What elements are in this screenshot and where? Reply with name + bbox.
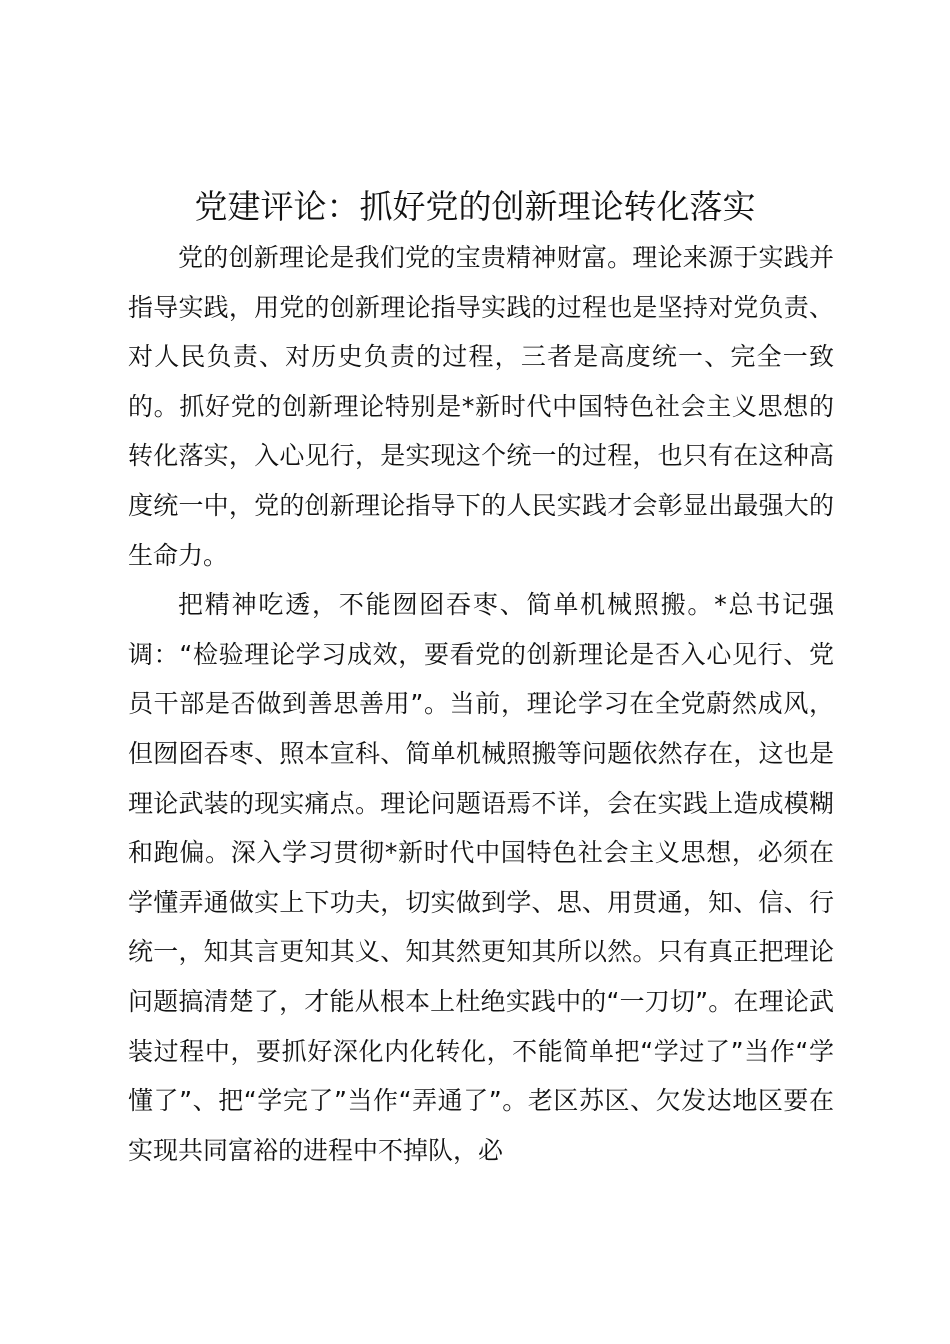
document-title: 党建评论：抓好党的创新理论转化落实 <box>194 187 756 226</box>
paragraph-1: 党的创新理论是我们党的宝贵精神财富。理论来源于实践并指导实践，用党的创新理论指导实践的过程也是坚持对党负责、对人民负责、对历史负责的过程，三者是高度统一、完全一致的。抓好党的创新理论特别是*新时代中国特色社会主义思想的转化落实，入心见行，是实现这个统一的过程，也只有在这种高度统一中，党的创新理论指导下的人民实践才会彰显出最强大的生命力。 <box>128 243 834 570</box>
paragraph-2: 把精神吃透，不能囫囵吞枣、简单机械照搬。*总书记强调：“检验理论学习成效，要看党的创新理论是否入心见行、党员干部是否做到善思善用”。当前，理论学习在全党蔚然成风，但囫囵吞枣、照本宣科、简单机械照搬等问题依然存在，这也是理论武装的现实痛点。理论问题语焉不详，会在实践上造成模糊和跑偏。深入学习贯彻*新时代中国特色社会主义思想，必须在学懂弄通做实上下功夫，切实做到学、思、用贯通，知、信、行统一，知其言更知其义、知其然更知其所以然。只有真正把理论问题搞清楚了，才能从根本上杜绝实践中的“一刀切”。在理论武装过程中，要抓好深化内化转化，不能简单把“学过了”当作“学懂了”、把“学完了”当作“弄通了”。老区苏区、欠发达地区要在实现共同富裕的进程中不掉队，必 <box>128 590 834 1165</box>
document-body <box>128 233 834 1175</box>
